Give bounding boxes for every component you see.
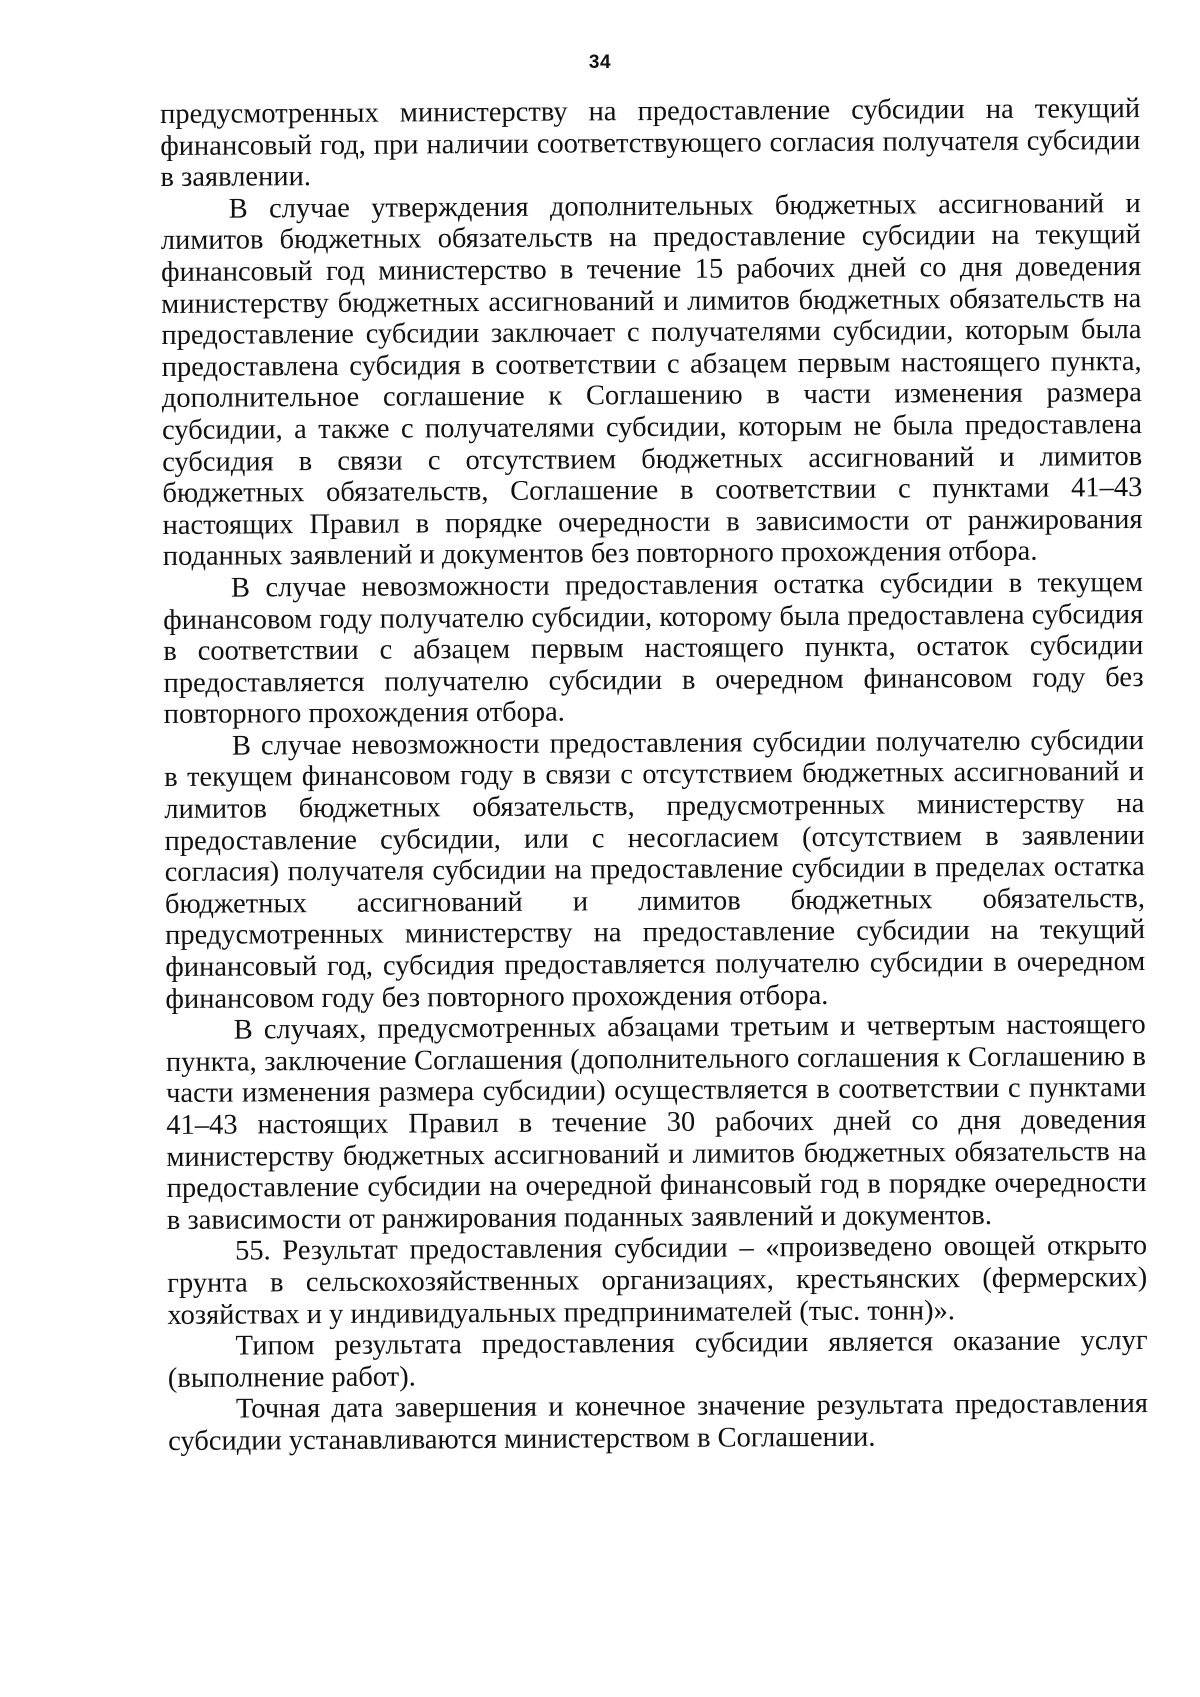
paragraph-additional-allocations: В случае утверждения дополнительных бюджетных ассигнований и лимитов бюджетных обязательств на предоставление субсидии на текущий финансовый год министерство в течение 15 рабочих дней со дня доведения министерству бюджетных ассигнований и лимитов бюджетных обязательств на предоставление субсидии заключает с получателями субсидии, которым была предоставлена субсидия в соответствии с абзацем первым настоящего пункта, дополнительное соглашение к Соглашению в части изменения размера субсидии, а также с получателями субсидии, которым не была предоставлена субсидия в связи с отсутствием бюджетных ассигнований и лимитов бюджетных обязательств, Соглашение в соответствии с пунктами 41–43 настоящих Правил в порядке очередности в зависимости от ранжирования поданных заявлений и документов без повторного прохождения отбора. — [160, 187, 1143, 573]
paragraph-agreement-conclusion: В случаях, предусмотренных абзацами третьим и четвертым настоящего пункта, заключение Соглашения (дополнительного соглашения к Соглашению в части изменения размера субсидии) осуществляется в соответствии с пунктами 41–43 настоящих Правил в течение 30 рабочих дней со дня доведения министерству бюджетных ассигнований и лимитов бюджетных обязательств на предоставление субсидии на очередной финансовый год в порядке очередности в зависимости от ранжирования поданных заявлений и документов. — [165, 1009, 1147, 1236]
page-number: 34 — [588, 52, 612, 73]
paragraph-item-55-result: 55. Результат предоставления субсидии – «произведено овощей открыто грунта в сельскохозяйственных организациях, крестьянских (фермерских) хозяйствах и у индивидуальных предпринимателей (тыс. тонн)». — [167, 1230, 1148, 1331]
paragraph-impossibility-current-year: В случае невозможности предоставления субсидии получателю субсидии в текущем финансовом году в связи с отсутствием бюджетных ассигнований и лимитов бюджетных обязательств, предусмотренных министерству на предоставление субсидии, или с несогласием (отсутствием в заявлении согласия) получателя субсидии на предоставление субсидии в пределах остатка бюджетных ассигнований и лимитов бюджетных обязательств, предусмотренных министерству на предоставление субсидии на текущий финансовый год, субсидия предоставляется получателю субсидии в очередном финансовом году без повторного прохождения отбора. — [164, 724, 1146, 1015]
document-body — [160, 93, 1148, 1457]
paragraph-result-type: Типом результата предоставления субсидии является оказание услуг (выполнение работ). — [167, 1325, 1148, 1394]
paragraph-result-date: Точная дата завершения и конечное значение результата предоставления субсидии устанавливаются министерством в Соглашении. — [168, 1388, 1149, 1457]
paragraph-continuation: предусмотренных министерству на предоставление субсидии на текущий финансовый год, при наличии соответствующего согласия получателя субсидии в заявлении. — [160, 93, 1141, 194]
paragraph-remainder-next-year: В случае невозможности предоставления остатка субсидии в текущем финансовом году получателю субсидии, которому была предоставлена субсидия в соответствии с абзацем первым настоящего пункта, остаток субсидии предоставляется получателю субсидии в очередном финансовом году без повторного прохождения отбора. — [163, 566, 1144, 731]
